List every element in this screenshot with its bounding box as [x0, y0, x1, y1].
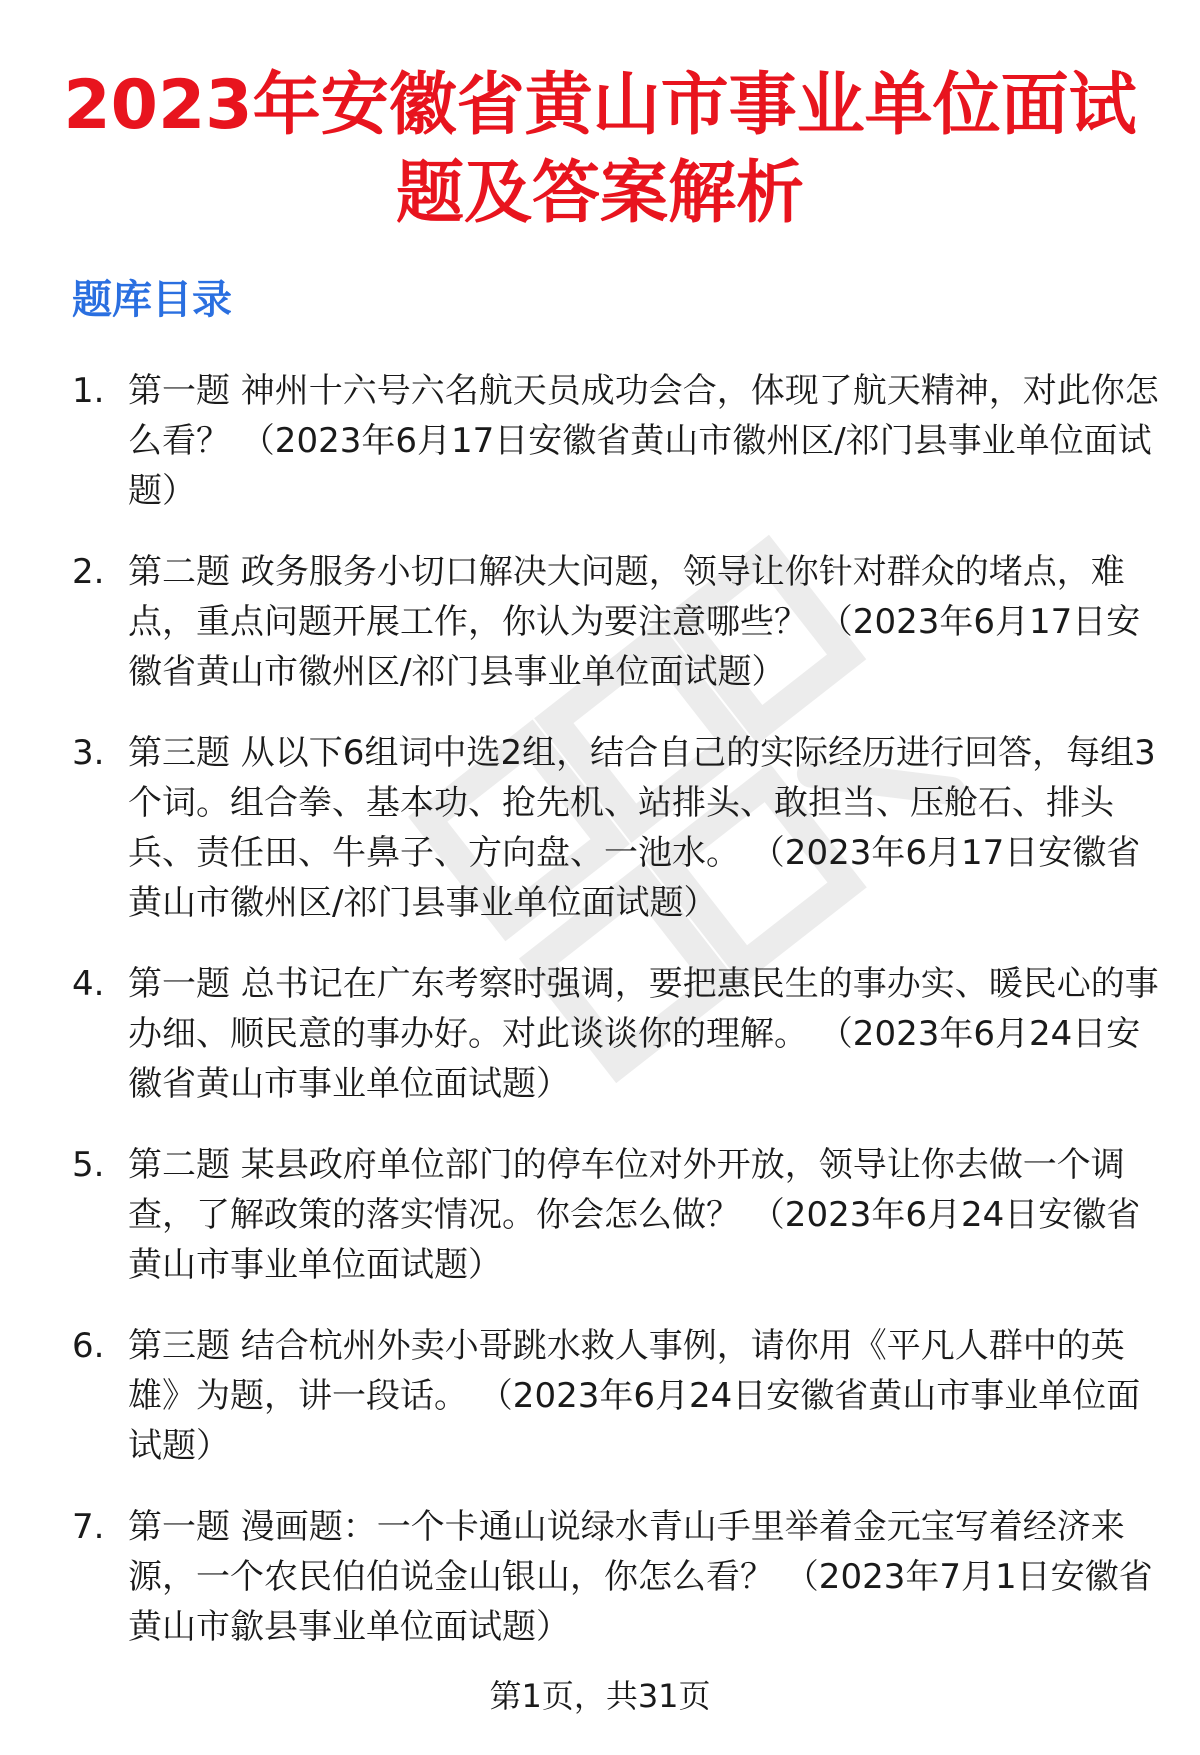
toc-item-number: 1. [72, 371, 105, 411]
toc-item-number: 4. [72, 964, 105, 1004]
toc-list [72, 366, 1162, 1683]
toc-item-1[interactable] [72, 366, 1162, 516]
toc-item-text: 第三题 从以下6组词中选2组，结合自己的实际经历进行回答，每组3个词。组合拳、基本功、抢先机、站排头、敢担当、压舱石、排头兵、责任田、牛鼻子、方向盘、一池水。 （2023年6月17日安徽省黄山市徽州区/祁门县事业单位面试题） [128, 733, 1156, 923]
toc-item-5[interactable] [72, 1140, 1162, 1290]
toc-item-6[interactable] [72, 1321, 1162, 1471]
toc-item-text: 第二题 政务服务小切口解决大问题，领导让你针对群众的堵点，难点，重点问题开展工作，你认为要注意哪些？ （2023年6月17日安徽省黄山市徽州区/祁门县事业单位面试题） [128, 552, 1141, 692]
toc-item-number: 7. [72, 1507, 105, 1547]
toc-item-text: 第一题 神州十六号六名航天员成功会合，体现了航天精神，对此你怎么看？ （2023年6月17日安徽省黄山市徽州区/祁门县事业单位面试题） [128, 371, 1159, 511]
toc-item-number: 2. [72, 552, 105, 592]
toc-item-number: 5. [72, 1145, 105, 1185]
document-title: 2023年安徽省黄山市事业单位面试题及答案解析 [63, 66, 1137, 233]
toc-item-text: 第一题 漫画题：一个卡通山说绿水青山手里举着金元宝写着经济来源，一个农民伯伯说金山银山，你怎么看？ （2023年7月1日安徽省黄山市歙县事业单位面试题） [128, 1507, 1153, 1647]
toc-item-text: 第二题 某县政府单位部门的停车位对外开放，领导让你去做一个调查，了解政策的落实情况。你会怎么做？ （2023年6月24日安徽省黄山市事业单位面试题） [128, 1145, 1141, 1285]
toc-item-number: 6. [72, 1326, 105, 1366]
page-footer: 第1页，共31页 [489, 1677, 711, 1715]
toc-item-text: 第一题 总书记在广东考察时强调，要把惠民生的事办实、暖民心的事办细、顺民意的事办好。对此谈谈你的理解。 （2023年6月24日安徽省黄山市事业单位面试题） [128, 964, 1159, 1104]
toc-item-number: 3. [72, 733, 105, 773]
toc-item-7[interactable] [72, 1502, 1162, 1652]
toc-item-2[interactable] [72, 547, 1162, 697]
toc-item-3[interactable] [72, 728, 1162, 928]
toc-item-text: 第三题 结合杭州外卖小哥跳水救人事例，请你用《平凡人群中的英雄》为题，讲一段话。 （2023年6月24日安徽省黄山市事业单位面试题） [128, 1326, 1141, 1466]
toc-heading: 题库目录 [72, 277, 232, 323]
toc-item-4[interactable] [72, 959, 1162, 1109]
